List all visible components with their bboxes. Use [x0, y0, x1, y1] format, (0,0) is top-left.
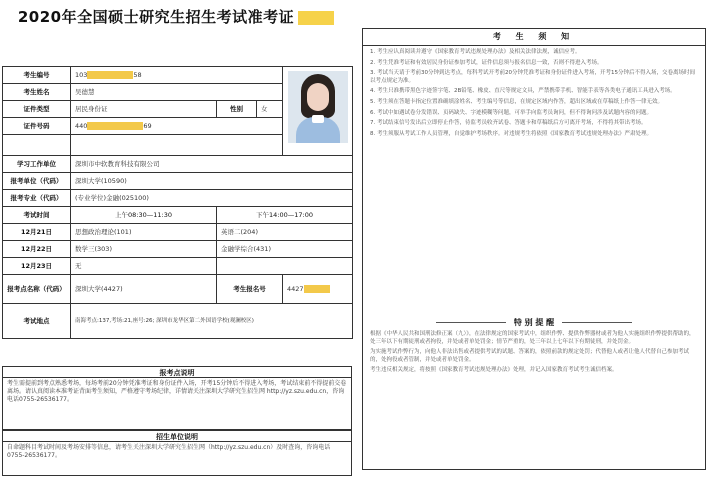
- gender-value: 女: [257, 101, 283, 118]
- reminder-text: 考生违反相关规定，将按照《国家教育考试违规处理办法》处理，并记入国家教育考试考生诚信档案。: [370, 367, 618, 374]
- notice-rule: 7. 考试结束信号发出后立即停止作答，待监考员收齐试卷、答题卡和草稿纸后方可离开考场，不得将其带出考场。: [370, 120, 647, 127]
- candidate-photo: [288, 71, 348, 143]
- schedule-pm-subject: [217, 258, 353, 275]
- ticket-table: [2, 66, 353, 339]
- ticket-title: 2020年全国硕士研究生招生考试准考证: [0, 6, 352, 27]
- id-type-value: 居民身份证: [71, 101, 217, 118]
- notice-rule: 6. 考试中如遇试卷分发错误、页码缺失、字迹模糊等问题，可举手向监考员询问，但不得询问涉及试题内容的问题。: [370, 109, 652, 116]
- exam-no-label: 考生编号: [3, 67, 71, 84]
- notice-header: 考 生 须 知: [363, 29, 705, 46]
- notice-rule: 5. 考生须在答题卡指定位置准确填涂姓名、考生编号等信息，在规定区域内作答，超出区域或在草稿纸上作答一律无效。: [370, 98, 663, 105]
- unit-note-text: 自命题科目考试时间及考场安排等信息，请考生关注深圳大学研究生招生网（http://yz.szu.edu.cn）及时查询，咨询电话0755-26536177。: [2, 442, 352, 476]
- special-reminder: [370, 331, 698, 378]
- reg-no-value: 4427: [283, 275, 353, 304]
- location-label: 考试地点: [3, 304, 71, 339]
- schedule-am-subject: 无: [71, 258, 217, 275]
- redaction-mark: [298, 11, 334, 25]
- work-value: 深圳市中软教育科技有限公司: [71, 156, 353, 173]
- site-note-text: 考生需提前到考点熟悉考场，每场考前20分钟凭准考证和身份证件入场，开考15分钟后不得进入考场，考试结束前不得提前交卷离场。请认真阅读本准考证背面考生须知，严格遵守考场纪律，详情请关注深圳大学研究生招生网 http://yz.szu.edu.cn，咨询电话0755-26536177。: [2, 378, 352, 430]
- exam-no-value: 103 58: [71, 67, 283, 84]
- site-note-header: 报考点说明: [2, 366, 352, 378]
- notice-rule: 4. 考生只准携带黑色字迹签字笔、2B铅笔、橡皮、直尺等规定文具，严禁携带手机、智能手表等各类电子通讯工具进入考场。: [370, 88, 676, 95]
- id-no-label: 证件号码: [3, 118, 71, 135]
- gender-label: 性别: [217, 101, 257, 118]
- schedule-date: 12月21日: [3, 224, 71, 241]
- id-type-label: 证件类型: [3, 101, 71, 118]
- photo-cell: [283, 67, 353, 156]
- reminder-text: 为实施考试作弊行为，向他人非法出售或者提供考试的试题、答案的，依照前款的规定处罚；代替他人或者让他人代替自己参加考试的，处拘役或者管制，并处或者单处罚金。: [370, 349, 690, 363]
- name-value: 吴德慧: [71, 84, 283, 101]
- site-label: 报考点名称（代码）: [3, 275, 71, 304]
- work-label: 学习工作单位: [3, 156, 71, 173]
- schedule-pm-subject: 金融学综合(431): [217, 241, 353, 258]
- notice-rules: [363, 46, 705, 144]
- schedule-date: 12月23日: [3, 258, 71, 275]
- location-value: 南海考点:137,考场:21,座号:26; 深圳市龙华区第二外国语学校(观澜校区): [71, 304, 353, 339]
- notice-rule: 3. 考试当天请于考前30分钟到达考点，每科考试开考前20分钟凭准考证和身份证件进入考场，开考15分钟后不得入场，交卷离场时间以考点规定为准。: [370, 70, 695, 84]
- schedule-pm-subject: 英语二(204): [217, 224, 353, 241]
- site-value: 深圳大学(4427): [71, 275, 217, 304]
- schedule-date: 12月22日: [3, 241, 71, 258]
- major-value: (专业学位)金融(025100): [71, 190, 353, 207]
- candidate-notice: [362, 28, 706, 470]
- unit-value: 深圳大学(10590): [71, 173, 353, 190]
- special-reminder-header: 特 别 提 醒: [363, 317, 705, 328]
- exam-time-label: 考试时间: [3, 207, 71, 224]
- schedule-am-subject: 数学三(303): [71, 241, 217, 258]
- schedule-am-subject: 思想政治理论(101): [71, 224, 217, 241]
- am-session: 上午08:30—11:30: [71, 207, 217, 224]
- notice-rule: 2. 考生凭准考证和有效居民身份证参加考试，证件信息须与报名信息一致，否则不得进入考场。: [370, 59, 603, 66]
- id-no-value: 440 69: [71, 118, 283, 135]
- unit-label: 报考单位（代码）: [3, 173, 71, 190]
- name-label: 考生姓名: [3, 84, 71, 101]
- unit-note-header: 招生单位说明: [2, 430, 352, 442]
- major-label: 报考专业（代码）: [3, 190, 71, 207]
- admission-ticket: [0, 0, 352, 500]
- reminder-text: 根据《中华人民共和国刑法修正案（九）》，在法律规定的国家考试中，组织作弊、提供作弊器材或者为他人实施组织作弊提供帮助的，处三年以下有期徒刑或者拘役，并处或者单处罚金；情节严重的，处三年以上七年以下有期徒刑，并处罚金。: [370, 331, 695, 345]
- notice-rule: 1. 考生应认真阅读并遵守《国家教育考试违规处理办法》及相关法律法规，诚信应考。: [370, 49, 581, 55]
- notice-rule: 8. 考生须服从考试工作人员管理，自觉维护考场秩序。对违规考生将依照《国家教育考试违规处理办法》严肃处理。: [370, 130, 652, 137]
- pm-session: 下午14:00—17:00: [217, 207, 353, 224]
- reg-no-label: 考生报名号: [217, 275, 283, 304]
